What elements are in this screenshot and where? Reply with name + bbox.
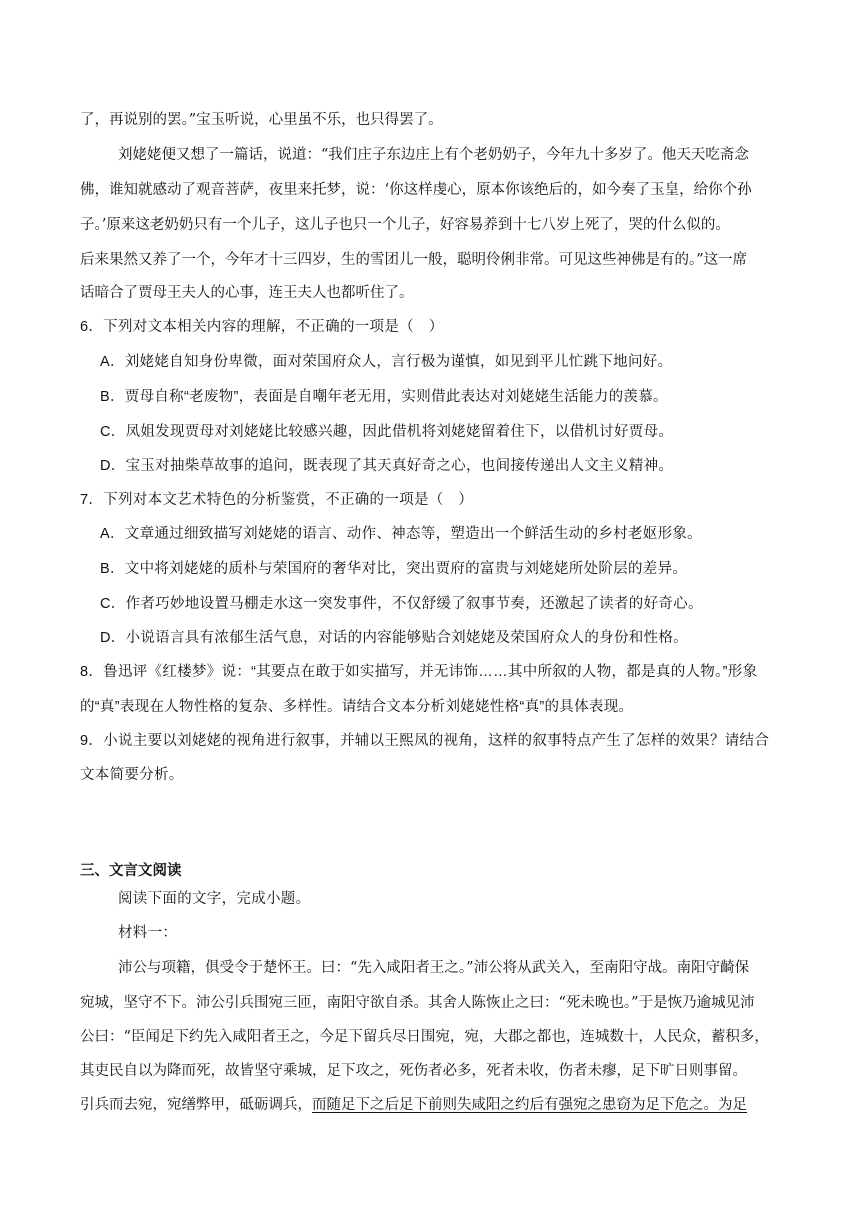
question-6-option-a: A．刘姥姥自知身份卑微，面对荣国府众人，言行极为谨慎，如见到平儿忙跳下地问好。 bbox=[100, 354, 673, 370]
classical-text-segment: 引兵而去宛，宛缮弊甲，砥砺调兵， bbox=[80, 1097, 312, 1113]
question-6-stem: 6．下列对文本相关内容的理解，不正确的一项是（ ） bbox=[80, 319, 444, 335]
question-6-option-d: D．宝玉对抽柴草故事的追问，既表现了其天真好奇之心，也间接传递出人文主义精神。 bbox=[100, 458, 674, 474]
underlined-sentence: 而随足下之后足下前则失咸阳之约后有强宛之患窃为足下危之。为足 bbox=[312, 1097, 747, 1113]
question-6-option-b: B．贾母自称“老废物”，表面是自嘲年老无用，实则借此表达对刘姥姥生活能力的羡慕。 bbox=[100, 389, 668, 405]
question-9-line: 9．小说主要以刘姥姥的视角进行叙事，并辅以王熙凤的视角，这样的叙事特点产生了怎样的效果？请结合 bbox=[80, 733, 770, 749]
question-7-option-c: C．作者巧妙地设置马棚走水这一突发事件，不仅舒缓了叙事节奏，还激起了读者的好奇心。 bbox=[100, 596, 703, 612]
passage-line: 话暗合了贾母王夫人的心事，连王夫人也都听住了。 bbox=[80, 285, 414, 301]
classical-text-line: 沛公与项籍，俱受令于楚怀王。曰：“先入咸阳者王之。”沛公将从武关入，至南阳守战。南阳守齮保 bbox=[118, 960, 750, 976]
passage-line: 佛，谁知就感动了观音菩萨，夜里来托梦，说：‘你这样虔心，原本你该绝后的，如今奏了玉皇，给你个孙 bbox=[80, 182, 752, 198]
question-7-option-b: B．文中将刘姥姥的质朴与荣国府的奢华对比，突出贾府的富贵与刘姥姥所处阶层的差异。 bbox=[100, 561, 688, 577]
passage-line: 刘姥姥便又想了一篇话，说道：“我们庄子东边庄上有个老奶奶子，今年九十多岁了。他天天吃斋念 bbox=[118, 147, 749, 163]
question-7-stem: 7．下列对本文艺术特色的分析鉴赏，不正确的一项是（ ） bbox=[80, 492, 474, 508]
question-6-option-c: C．凤姐发现贾母对刘姥姥比较感兴趣，因此借机将刘姥姥留着住下，以借机讨好贾母。 bbox=[100, 424, 674, 440]
section-instruction: 阅读下面的文字，完成小题。 bbox=[118, 891, 311, 907]
passage-line: 了，再说别的罢。”宝玉听说，心里虽不乐，也只得罢了。 bbox=[80, 112, 443, 128]
classical-text-line: 其吏民自以为降而死，故皆坚守乘城，足下攻之，死伤者必多，死者未收，伤者未瘳，足下旷日则事留。 bbox=[80, 1063, 747, 1079]
classical-text-line: 公曰：“臣闻足下约先入咸阳者王之，今足下留兵尽日围宛，宛，大郡之都也，连城数十，人民众，蓄积多， bbox=[80, 1029, 769, 1045]
question-7-option-d: D．小说语言具有浓郁生活气息，对话的内容能够贴合刘姥姥及荣国府众人的身份和性格。 bbox=[100, 630, 688, 646]
material-label: 材料一： bbox=[118, 925, 178, 941]
passage-line: 后来果然又养了一个，今年才十三四岁，生的雪团儿一般，聪明伶俐非常。可见这些神佛是有的。”这一席 bbox=[80, 252, 748, 268]
passage-line: 子。’原来这老奶奶只有一个儿子，这儿子也只一个儿子，好容易养到十七八岁上死了，哭的什么似的。 bbox=[80, 217, 730, 233]
classical-text-line: 宛城，坚守不下。沛公引兵围宛三匝，南阳守欲自杀。其舍人陈恢止之曰：“死未晚也。”于是恢乃逾城见沛 bbox=[80, 995, 755, 1011]
question-9-line: 文本简要分析。 bbox=[80, 767, 184, 783]
section-heading: 三、文言文阅读 bbox=[80, 863, 182, 879]
question-8-line: 8．鲁迅评《红楼梦》说：“其要点在敢于如实描写，并无讳饰……其中所叙的人物，都是真的人物。”形象 bbox=[80, 664, 758, 680]
question-8-line: 的“真”表现在人物性格的复杂、多样性。请结合文本分析刘姥姥性格“真”的具体表现。 bbox=[80, 699, 634, 715]
question-7-option-a: A．文章通过细致描写刘姥姥的语言、动作、神态等，塑造出一个鲜活生动的乡村老妪形象。 bbox=[100, 526, 702, 542]
classical-text-line bbox=[80, 1095, 785, 1115]
